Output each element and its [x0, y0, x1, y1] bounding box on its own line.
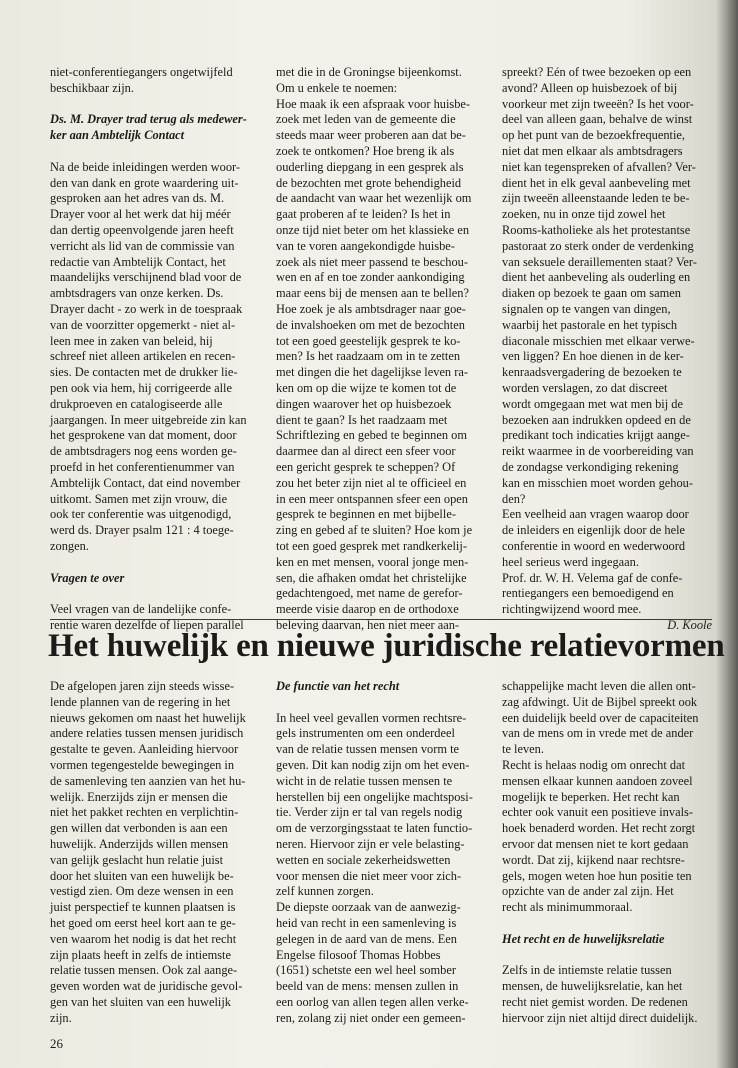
top-column-1 [50, 65, 260, 634]
section-heading: Ds. M. Drayer trad terug als medewer- ker aan Ambtelijk Contact [50, 112, 247, 143]
top-column-3 [502, 65, 712, 634]
paragraph: Na de beide inleidingen werden woor- den van dank en grote waardering uit- gesproken aan het adres van ds. M. Drayer voor al het werk dat hij méér dan dertig opeenvolgende jaren heeft verricht als lid van de commissie van redactie van Ambtelijk Contact, het maandelijks verschijnend blad voor de ambtsdragers van onze kerken. Ds. Drayer dacht - zo werk in de toespraak van de voorzitter opgemerkt - niet al- leen mee in zaken van beleid, hij schreef niet alleen artikelen en recen- sies. De contacten met de drukker lie- pen ook via hem, hij corrigeerde alle drukproeven en catalogiseerde alle jaargangen. In meer uitgebreide zin kan het gesprokene van dat moment, door de ambtsdragers nog eens worden ge- proefd in het conferentienummer van Ambtelijk Contact, dat eind november uitkomt. Samen met zijn vrouw, die ook ter conferentie was uitgenodigd, werd ds. Drayer psalm 121 : 4 toege- zongen. [50, 159, 247, 553]
paragraph: Zelfs in de intiemste relatie tussen mensen, de huwelijksrelatie, kan het recht niet gemist worden. De redenen hiervoor zijn niet altijd direct duidelijk. [502, 963, 698, 1025]
section-heading: De functie van het recht [276, 679, 400, 693]
article-column-1 [50, 679, 262, 1027]
author-signature: D. Koole [667, 617, 712, 632]
section-heading: Vragen te over [50, 570, 125, 585]
paragraph: spreekt? Eén of twee bezoeken op een avond? Alleen op huisbezoek of bij voorkeur met zijn tweeën? Is het voor- deel van alleen gaan, behalve de winst op het punt van de bezoekfrequentie, niet dat men elkaar als ambtsdragers niet kan tegenspreken of afvallen? Ver- dient het in elk geval aanbeveling met zijn tweeën alleenstaande leden te be- zoeken, nu in onze tijd zowel het Rooms-katholieke als het protestantse pastoraat zo sterk onder de verdenking van seksuele deraillementen staat? Ver- dient het aanbeveling als ouderling en diaken op bezoek te gaan om samen signalen op te vangen van dingen, waarbij het pastorale en het typisch diaconale misschien met elkaar verwe- ven liggen? En hoe dienen in de ker- kenraadsvergadering de bezoeken te worden verslagen, zo dat discreet wordt omgegaan met wat men bij de bezoeken aan indrukken opdeed en de predikant toch indicaties krijgt aange- reikt waarmee in de voorbereiding van de zondagse verkondiging rekening kan en misschien moet worden gehou- den? Een veelheid aan vragen waarop door de inleiders en eigenlijk door de hele conferentie in woord en wederwoord heel serieus werd ingegaan. Prof. dr. W. H. Velema gaf de confe- rentiegangers een bemoedigend en richtingwijzend woord mee. [502, 65, 697, 617]
paragraph: schappelijke macht leven die allen ont- zag afdwingt. Uit de Bijbel spreekt ook een duidelijk beeld over de capaciteiten van de mens om in vrede met de ander te leven. Recht is helaas nodig om onrecht dat mensen elkaar kunnen aandoen zoveel mogelijk te beperken. Het recht kan echter ook vanuit een positieve invals- hoek benaderd worden. Het recht zorgt ervoor dat mensen niet te kort gedaan wordt. Dat zij, kijkend naar rechtsre- gels, mogen weten hoe hun positie ten opzichte van de ander zal zijn. Het recht als minimummoraal. [502, 679, 699, 915]
article-title: Het huwelijk en nieuwe juridische relatievormen [48, 628, 725, 664]
section-heading: Het recht en de huwelijksrelatie [502, 931, 665, 946]
paragraph: Veel vragen van de landelijke confe- rentie waren dezelfde of liepen parallel [50, 602, 244, 632]
article-column-2 [276, 679, 488, 1027]
page-number: 26 [50, 1036, 63, 1051]
paragraph: niet-conferentiegangers ongetwijfeld beschikbaar zijn. [50, 65, 233, 95]
top-column-2 [276, 65, 488, 634]
section-divider [50, 619, 712, 620]
article-column-3 [502, 679, 714, 1027]
paragraph: In heel veel gevallen vormen rechtsre- gels instrumenten om een onderdeel van de relatie tussen mensen vorm te geven. Dit kan nodig zijn om het even- wicht in de relatie tussen mensen te herstellen bij een ongelijke machtsposi- tie. Verder zijn er tal van regels nodig om de verzorgingsstaat te laten functio- neren. Hiervoor zijn er vele belasting- wetten en sociale zekerheidswetten voor mensen die niet meer voor zich- zelf kunnen zorgen. De diepste oorzaak van de aanwezig- heid van recht in een samenleving is gelegen in de aard van de mens. Een Engelse filosoof Thomas Hobbes (1651) schetste een wel heel somber beeld van de mens: mensen zullen in een oorlog van allen tegen allen verke- ren, zolang zij niet onder een gemeen- [276, 710, 473, 1025]
paragraph: De afgelopen jaren zijn steeds wisse- lende plannen van de regering in het nieuws gekomen om naast het huwelijk andere relaties tussen mensen juridisch gestalte te geven. Aanleiding hiervoor vormen tegengestelde bewegingen in de samenleving ten aanzien van het hu- welijk. Enerzijds zijn er mensen die niet het pakket rechten en verplichtin- gen willen dat verbonden is aan een huwelijk. Anderzijds willen mensen van gelijk geslacht hun relatie juist door het sluiten van een huwelijk be- vestigd zien. Om deze wensen in een juist perspectief te kunnen plaatsen is het goed om eerst heel kort aan te ge- ven waarom het nodig is dat het recht zijn plaats heeft in zelfs de intiemste relatie tussen mensen. Ook zal aange- geven worden wat de juridische gevol- gen van het sluiten van een huwelijk zijn. [50, 679, 246, 1025]
paragraph: met die in de Groningse bijeenkomst. Om u enkele te noemen: Hoe maak ik een afspraak voor huisbe- zoek met leden van de gemeente die steeds maar weer proberen aan dat be- zoek te ontkomen? Hoe breng ik als ouderling diepgang in een gesprek als de bezochten met grote behendigheid de aandacht van waar het wezenlijk om gaat proberen af te leiden? Is het in onze tijd niet beter om het klassieke en van te voren aangekondigde huisbe- zoek als niet meer passend te beschou- wen en af en toe zonder aankondiging maar eens bij de mensen aan te bellen? Hoe zoek je als ambtsdrager naar goe- de invalshoeken om met de bezochten tot een goed geestelijk gesprek te ko- men? Is het raadzaam om in te zetten met dingen die het dagelijkse leven ra- ken om op die wijze te komen tot de dingen waarover het op huisbezoek dient te gaan? Is het raadzaam met Schriftlezing en gebed te beginnen om daarmee dan al direct een sfeer voor een gericht gesprek te scheppen? Of zou het beter zijn niet al te officieel en in een meer ontspannen sfeer een open gesprek te beginnen en met bijbelle- zing en gebed af te sluiten? Hoe kom je tot een goed gesprek met randkerkelij- ken en met mensen, vooral jonge men- sen, die afhaken omdat het christelijke gedachtengoed, met name de gerefor- meerde visie daarop en de orthodoxe beleving daarvan, hen niet meer aan- [276, 65, 473, 632]
